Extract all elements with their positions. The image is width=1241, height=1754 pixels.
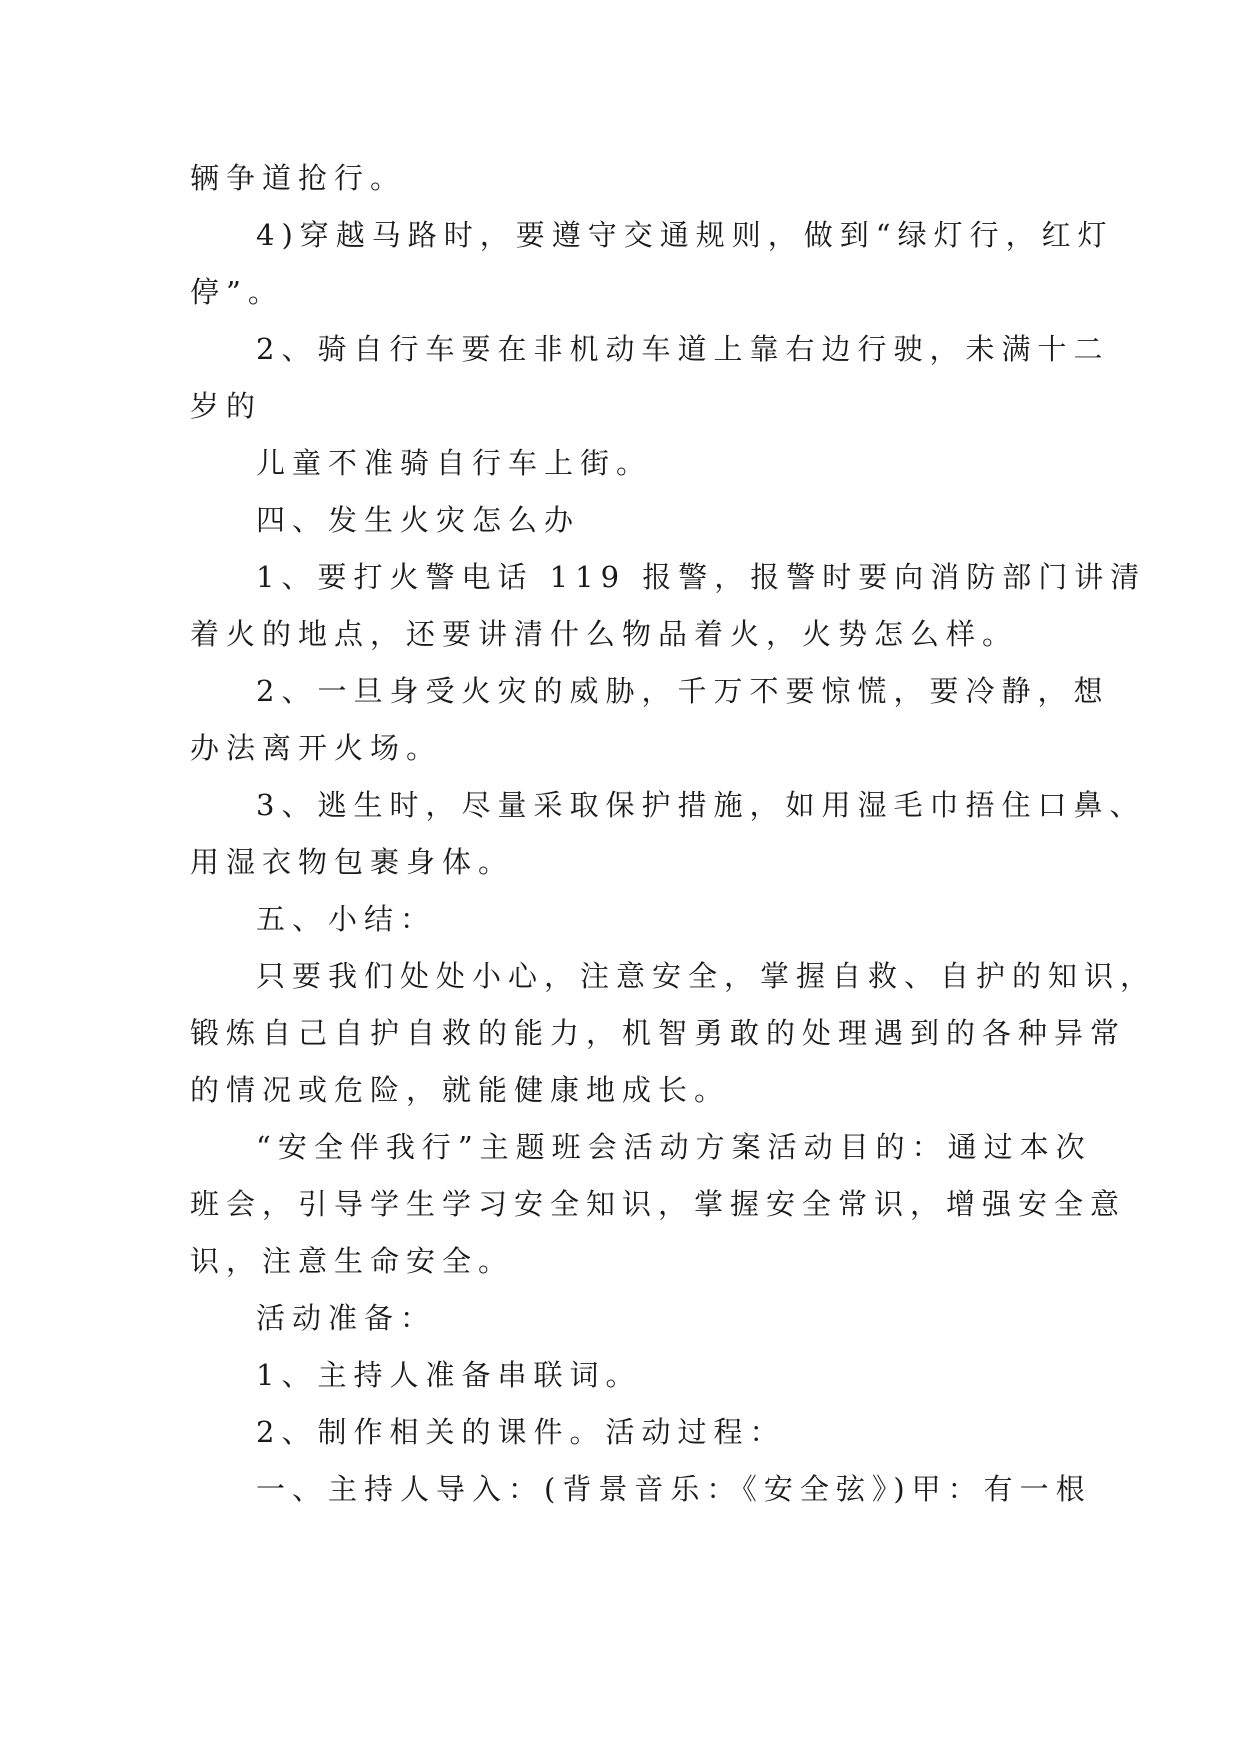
text-line: “安全伴我行”主题班会活动方案活动目的：通过本次 <box>256 1130 1092 1164</box>
text-line: 3、逃生时，尽量采取保护措施，如用湿毛巾捂住口鼻、 <box>256 788 1146 822</box>
text-line: 停”。 <box>190 275 284 309</box>
text-line: 着火的地点，还要讲清什么物品着火，火势怎么样。 <box>190 617 1019 651</box>
section-heading: 四、发生火灾怎么办 <box>256 503 581 537</box>
text-line: 的情况或危险，就能健康地成长。 <box>190 1073 731 1107</box>
text-line: 岁的 <box>190 389 263 423</box>
text-line: 2、制作相关的课件。活动过程： <box>256 1415 786 1449</box>
section-heading: 五、小结： <box>256 902 437 936</box>
text-line: 2、一旦身受火灾的威胁，千万不要惊慌，要冷静，想 <box>256 674 1110 708</box>
text-line: 用湿衣物包裹身体。 <box>190 845 515 879</box>
text-line: 识，注意生命安全。 <box>190 1244 515 1278</box>
section-heading: 活动准备： <box>256 1301 437 1335</box>
text-line: 班会，引导学生学习安全知识，掌握安全常识，增强安全意 <box>190 1187 1127 1221</box>
text-line: 办法离开火场。 <box>190 731 443 765</box>
text-line: 1、要打火警电话 119 报警，报警时要向消防部门讲清 <box>256 560 1147 594</box>
text-line: 2、骑自行车要在非机动车道上靠右边行驶，未满十二 <box>256 332 1110 366</box>
text-line: 4)穿越马路时，要遵守交通规则，做到“绿灯行，红灯 <box>256 218 1114 252</box>
text-line: 锻炼自己自护自救的能力，机智勇敢的处理遇到的各种异常 <box>190 1016 1127 1050</box>
text-line: 儿童不准骑自行车上街。 <box>256 446 653 480</box>
text-line: 一、主持人导入：(背景音乐：《安全弦》)甲：有一根 <box>256 1472 1092 1506</box>
text-line: 只要我们处处小心，注意安全，掌握自救、自护的知识， <box>256 959 1157 993</box>
text-line: 1、主持人准备串联词。 <box>256 1358 642 1392</box>
text-line: 辆争道抢行。 <box>190 161 407 195</box>
